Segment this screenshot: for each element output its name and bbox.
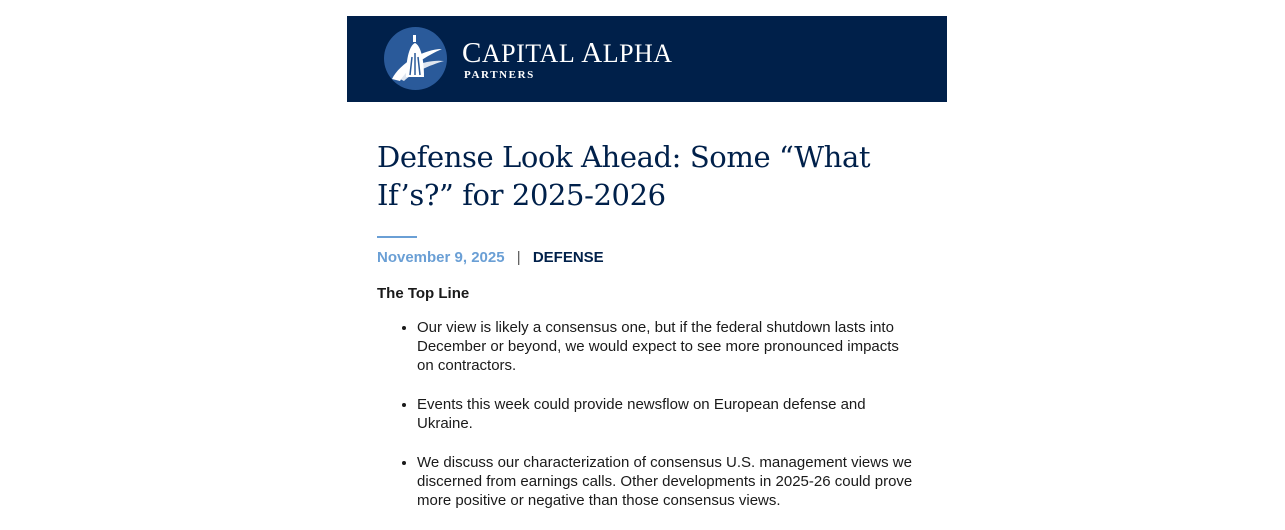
list-item: • Our view is likely a consensus one, but if the federal shutdown lasts into December or beyond, we would expect to see more pronounced impacts on contractors. — [417, 318, 917, 375]
list-item: • We discuss our characterization of consensus U.S. management views we discerned from earnings calls. Other developments in 2025-26 could prove more positive or negative than those consensus views. — [417, 453, 917, 510]
article-category[interactable]: DEFENSE — [532, 249, 604, 266]
brand-subtitle: PARTNERS — [464, 69, 535, 81]
article-date: November 9, 2025 — [377, 249, 505, 266]
article-body — [347, 138, 947, 510]
brand-logo-text — [462, 38, 673, 81]
capitol-dome-icon — [384, 27, 447, 90]
article-meta — [377, 248, 917, 268]
section-heading: The Top Line — [377, 285, 470, 302]
brand-name: CAPITAL ALPHA — [462, 37, 673, 69]
header-banner — [347, 16, 947, 102]
top-line-list — [377, 318, 917, 510]
meta-separator: | — [516, 249, 521, 266]
accent-divider — [377, 236, 417, 238]
list-item: • Events this week could provide newsflow on European defense and Ukraine. — [417, 395, 917, 433]
article-title: Defense Look Ahead: Some “What If’s?” for 2025-2026 — [377, 140, 871, 212]
email-container — [347, 16, 947, 530]
